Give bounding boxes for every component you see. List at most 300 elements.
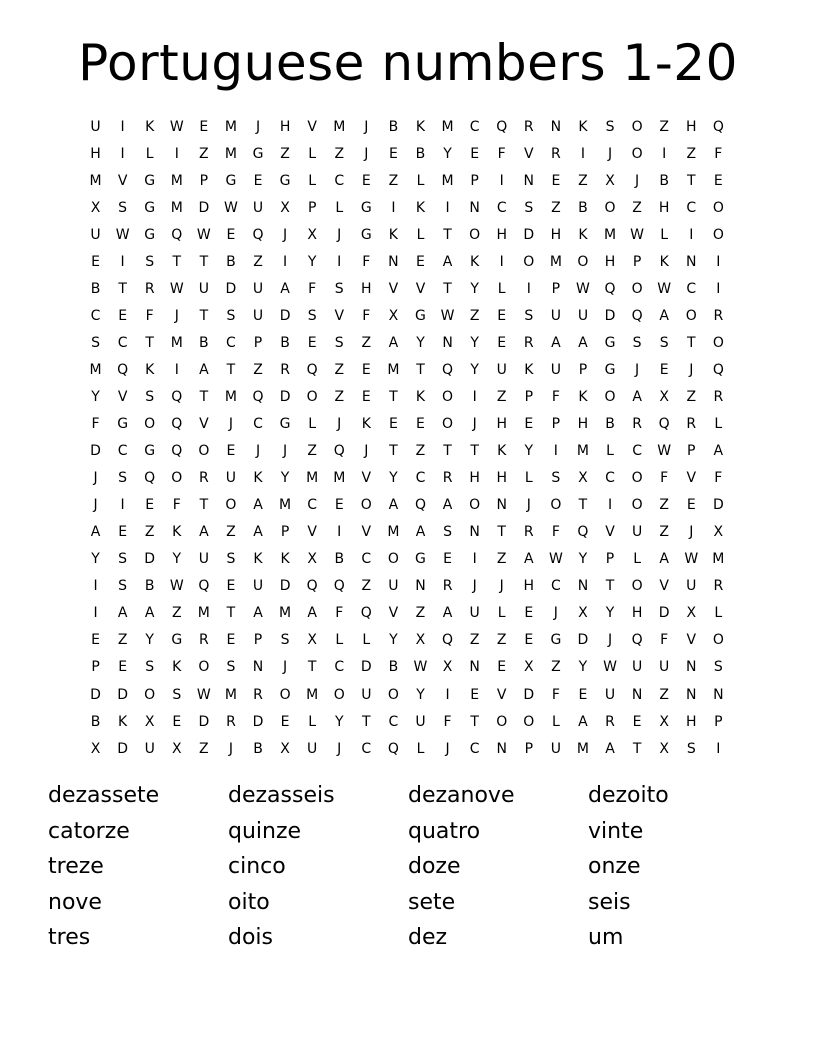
- grid-cell: A: [524, 551, 534, 568]
- grid-cell: N: [469, 199, 480, 216]
- grid-cell: S: [118, 578, 128, 595]
- grid-cell: A: [659, 551, 669, 568]
- grid-cell: C: [686, 199, 697, 216]
- grid-cell: K: [578, 226, 588, 243]
- grid-cell: O: [144, 686, 156, 703]
- grid-cell: D: [658, 605, 670, 622]
- grid-cell: U: [144, 740, 155, 757]
- grid-cell: L: [308, 172, 317, 189]
- grid-cell: O: [225, 497, 237, 514]
- grid-cell: Y: [91, 388, 100, 405]
- grid-cell: S: [226, 659, 236, 676]
- grid-cell: B: [605, 416, 615, 433]
- grid-cell: N: [713, 686, 724, 703]
- grid-cell: P: [605, 551, 615, 568]
- grid-cell: K: [524, 361, 534, 378]
- grid-cell: T: [632, 740, 642, 757]
- grid-cell: Q: [252, 226, 264, 243]
- grid-cell: L: [416, 172, 425, 189]
- grid-cell: E: [91, 632, 100, 649]
- grid-cell: Q: [442, 361, 454, 378]
- grid-cell: E: [361, 172, 371, 189]
- grid-cell: O: [631, 470, 643, 487]
- grid-cell: F: [145, 307, 154, 324]
- grid-cell: P: [253, 632, 263, 649]
- grid-cell: U: [198, 551, 209, 568]
- grid-cell: G: [144, 199, 156, 216]
- grid-row: [82, 600, 732, 627]
- grid-cell: W: [657, 280, 672, 297]
- grid-cell: M: [197, 605, 210, 622]
- grid-cell: T: [199, 497, 209, 514]
- grid-cell: N: [631, 686, 643, 703]
- grid-cell: J: [283, 659, 288, 676]
- grid-row: [82, 248, 732, 275]
- grid-cell: Z: [686, 145, 697, 162]
- grid-cell: U: [550, 361, 561, 378]
- grid-cell: I: [174, 361, 179, 378]
- word-list-item: dezanove: [408, 783, 515, 808]
- grid-cell: K: [172, 524, 182, 541]
- grid-cell: Q: [496, 118, 508, 135]
- grid-cell: E: [388, 145, 398, 162]
- grid-cell: T: [118, 280, 127, 297]
- grid-cell: Y: [307, 253, 317, 270]
- grid-cell: C: [90, 307, 101, 324]
- grid-cell: W: [224, 199, 238, 216]
- grid-row: [82, 356, 732, 383]
- grid-cell: R: [713, 388, 724, 405]
- grid-cell: L: [362, 632, 371, 649]
- grid-cell: L: [497, 280, 506, 297]
- grid-cell: W: [684, 551, 699, 568]
- grid-cell: I: [120, 118, 125, 135]
- grid-cell: C: [686, 280, 697, 297]
- grid-cell: M: [170, 172, 183, 189]
- grid-cell: M: [333, 470, 346, 487]
- grid-cell: R: [523, 524, 534, 541]
- grid-cell: Z: [144, 524, 155, 541]
- grid-cell: N: [252, 659, 264, 676]
- grid-cell: S: [145, 659, 155, 676]
- grid-cell: S: [713, 659, 723, 676]
- grid-cell: T: [389, 443, 398, 460]
- grid-cell: N: [469, 524, 480, 541]
- grid-cell: X: [280, 199, 290, 216]
- grid-cell: K: [659, 253, 669, 270]
- grid-cell: Y: [578, 551, 588, 568]
- grid-cell: O: [712, 334, 724, 351]
- grid-cell: Z: [253, 361, 263, 378]
- grid-cell: O: [604, 388, 616, 405]
- grid-cell: U: [252, 578, 264, 595]
- grid-cell: G: [171, 632, 183, 649]
- grid-cell: C: [361, 551, 372, 568]
- grid-row: [82, 221, 732, 248]
- word-list-item: tres: [48, 925, 91, 951]
- grid-cell: E: [524, 416, 534, 433]
- word-list-item: dezassete: [48, 783, 160, 808]
- grid-cell: E: [118, 659, 128, 676]
- grid-cell: T: [199, 388, 209, 405]
- grid-cell: D: [577, 632, 589, 649]
- grid-cell: R: [523, 334, 534, 351]
- grid-cell: J: [283, 226, 288, 243]
- grid-cell: T: [686, 172, 696, 189]
- grid-cell: B: [199, 334, 209, 351]
- grid-cell: Z: [551, 199, 561, 216]
- grid-cell: J: [228, 740, 233, 757]
- grid-cell: X: [307, 226, 317, 243]
- grid-cell: T: [362, 713, 371, 730]
- grid-cell: B: [334, 551, 345, 568]
- grid-cell: L: [335, 199, 344, 216]
- grid-cell: J: [499, 578, 504, 595]
- grid-cell: I: [580, 145, 586, 162]
- grid-cell: K: [578, 388, 588, 405]
- grid-cell: E: [172, 713, 182, 730]
- grid-cell: A: [442, 605, 453, 622]
- word-list-item: um: [588, 925, 624, 951]
- grid-cell: D: [279, 578, 291, 595]
- grid-cell: Q: [171, 226, 183, 243]
- grid-cell: V: [388, 605, 399, 622]
- grid-cell: B: [388, 118, 399, 135]
- grid-cell: X: [90, 740, 101, 757]
- grid-cell: M: [224, 145, 237, 162]
- grid-cell: M: [170, 199, 183, 216]
- grid-cell: K: [361, 416, 371, 433]
- word-list-item: vinte: [588, 818, 644, 844]
- grid-cell: A: [144, 605, 155, 622]
- grid-cell: B: [144, 578, 155, 595]
- grid-cell: M: [279, 497, 292, 514]
- grid-cell: A: [551, 334, 561, 351]
- grid-cell: I: [499, 253, 504, 270]
- grid-cell: W: [196, 686, 211, 703]
- grid-cell: I: [662, 145, 667, 162]
- grid-cell: Q: [658, 416, 670, 433]
- grid-cell: A: [199, 361, 209, 378]
- grid-cell: C: [605, 470, 615, 487]
- grid-cell: W: [576, 280, 590, 297]
- grid-cell: Z: [415, 443, 426, 460]
- grid-cell: S: [686, 740, 696, 757]
- grid-cell: P: [524, 740, 534, 757]
- grid-cell: O: [496, 713, 508, 730]
- grid-cell: S: [280, 632, 290, 649]
- grid-cell: Y: [389, 632, 398, 649]
- grid-cell: Q: [631, 632, 643, 649]
- grid-cell: O: [144, 416, 156, 433]
- grid-cell: H: [685, 118, 697, 135]
- grid-cell: B: [659, 172, 669, 189]
- grid-cell: Z: [199, 740, 209, 757]
- grid-cell: C: [388, 713, 399, 730]
- grid-cell: J: [255, 118, 261, 135]
- grid-cell: J: [337, 416, 342, 433]
- grid-cell: J: [526, 497, 531, 514]
- grid-cell: T: [226, 605, 236, 622]
- word-list-item: oito: [228, 889, 270, 915]
- grid-cell: F: [551, 686, 560, 703]
- grid-cell: A: [442, 497, 453, 514]
- grid-cell: O: [442, 416, 454, 433]
- grid-cell: Q: [577, 524, 589, 541]
- grid-cell: W: [630, 226, 645, 243]
- grid-cell: A: [117, 605, 128, 622]
- grid-cell: C: [334, 172, 345, 189]
- grid-cell: E: [226, 226, 236, 243]
- grid-cell: S: [632, 334, 642, 351]
- grid-cell: Z: [253, 253, 263, 270]
- grid-cell: J: [364, 145, 369, 162]
- grid-cell: Q: [306, 361, 318, 378]
- grid-cell: J: [689, 361, 694, 378]
- grid-cell: Q: [442, 632, 454, 649]
- grid-cell: M: [89, 361, 102, 378]
- grid-cell: X: [713, 524, 724, 541]
- word-list-item: seis: [588, 889, 631, 915]
- grid-cell: Z: [388, 172, 399, 189]
- grid-cell: M: [279, 605, 292, 622]
- grid-cell: E: [145, 497, 155, 514]
- grid-cell: T: [605, 578, 615, 595]
- grid-cell: U: [550, 740, 561, 757]
- grid-cell: L: [416, 226, 425, 243]
- grid-cell: R: [144, 280, 155, 297]
- grid-cell: H: [496, 470, 507, 487]
- grid-cell: X: [307, 551, 317, 568]
- grid-cell: X: [442, 659, 453, 676]
- grid-row: [82, 438, 732, 465]
- grid-cell: M: [576, 740, 589, 757]
- grid-cell: R: [280, 361, 290, 378]
- grid-cell: X: [90, 199, 101, 216]
- grid-cell: Y: [91, 551, 100, 568]
- grid-cell: U: [90, 118, 101, 135]
- grid-row: [82, 681, 732, 708]
- grid-cell: Z: [659, 524, 669, 541]
- grid-cell: O: [523, 713, 535, 730]
- grid-cell: E: [713, 172, 723, 189]
- grid-cell: U: [550, 307, 561, 324]
- grid-cell: Y: [389, 470, 398, 487]
- grid-cell: D: [144, 551, 156, 568]
- grid-cell: E: [632, 713, 642, 730]
- grid-cell: P: [253, 334, 263, 351]
- grid-cell: M: [306, 686, 319, 703]
- grid-cell: Y: [416, 686, 425, 703]
- grid-cell: Q: [387, 740, 399, 757]
- grid-cell: O: [631, 280, 643, 297]
- grid-cell: Y: [416, 334, 425, 351]
- grid-cell: O: [712, 199, 724, 216]
- grid-cell: G: [117, 416, 129, 433]
- grid-cell: Q: [360, 605, 372, 622]
- grid-cell: H: [361, 280, 372, 297]
- grid-cell: X: [578, 470, 588, 487]
- grid-cell: I: [716, 740, 721, 757]
- grid-cell: I: [716, 253, 721, 270]
- grid-cell: S: [334, 280, 344, 297]
- grid-cell: E: [497, 307, 507, 324]
- grid-cell: S: [172, 686, 182, 703]
- grid-cell: P: [687, 443, 696, 460]
- grid-cell: A: [605, 740, 615, 757]
- grid-cell: Z: [280, 145, 290, 162]
- grid-cell: J: [607, 632, 613, 649]
- grid-cell: K: [280, 551, 290, 568]
- page-title: Portuguese numbers 1-20: [78, 34, 738, 92]
- grid-row: [82, 167, 732, 194]
- grid-cell: A: [415, 524, 426, 541]
- grid-cell: Q: [117, 361, 129, 378]
- grid-cell: E: [388, 416, 398, 433]
- grid-cell: T: [443, 443, 452, 460]
- grid-cell: K: [172, 659, 182, 676]
- grid-row: [82, 654, 732, 681]
- grid-cell: L: [308, 416, 317, 433]
- grid-cell: R: [523, 118, 534, 135]
- grid-cell: T: [497, 524, 506, 541]
- grid-row: [82, 411, 732, 438]
- grid-cell: F: [362, 253, 371, 270]
- grid-cell: P: [551, 416, 561, 433]
- grid-cell: Y: [470, 361, 479, 378]
- grid-cell: G: [604, 334, 616, 351]
- grid-cell: D: [252, 713, 264, 730]
- word-list-item: catorze: [48, 818, 130, 844]
- grid-cell: P: [551, 280, 561, 297]
- word-list-item: dezoito: [588, 783, 669, 808]
- grid-cell: O: [360, 497, 372, 514]
- grid-cell: W: [657, 443, 672, 460]
- grid-cell: K: [253, 470, 263, 487]
- word-list: [48, 780, 768, 958]
- grid-cell: Z: [551, 659, 561, 676]
- grid-cell: E: [551, 172, 561, 189]
- grid-cell: S: [145, 388, 155, 405]
- grid-cell: E: [361, 361, 371, 378]
- grid-cell: V: [524, 145, 534, 162]
- grid-cell: I: [445, 686, 450, 703]
- grid-cell: X: [171, 740, 182, 757]
- grid-cell: D: [523, 226, 535, 243]
- grid-cell: B: [253, 740, 263, 757]
- grid-cell: Q: [604, 280, 616, 297]
- grid-cell: V: [415, 280, 426, 297]
- grid-cell: E: [226, 578, 236, 595]
- grid-cell: Z: [659, 686, 669, 703]
- grid-cell: P: [199, 172, 209, 189]
- grid-cell: Q: [171, 443, 183, 460]
- grid-cell: G: [415, 551, 426, 568]
- grid-cell: G: [144, 226, 156, 243]
- grid-cell: O: [198, 659, 210, 676]
- grid-cell: C: [117, 334, 128, 351]
- grid-cell: T: [443, 226, 452, 243]
- grid-cell: J: [337, 226, 342, 243]
- grid-row: [82, 140, 732, 167]
- grid-cell: L: [497, 605, 506, 622]
- grid-cell: E: [199, 118, 209, 135]
- grid-cell: E: [361, 388, 371, 405]
- grid-cell: L: [335, 632, 344, 649]
- grid-cell: I: [472, 551, 477, 568]
- grid-cell: N: [577, 578, 589, 595]
- grid-cell: I: [120, 497, 125, 514]
- grid-cell: O: [387, 686, 399, 703]
- word-list-item: sete: [408, 889, 456, 915]
- grid-cell: C: [307, 497, 318, 514]
- grid-cell: U: [496, 361, 507, 378]
- grid-cell: J: [689, 524, 694, 541]
- grid-cell: U: [469, 605, 480, 622]
- grid-cell: W: [413, 659, 428, 676]
- grid-cell: G: [360, 199, 372, 216]
- grid-cell: Z: [334, 145, 345, 162]
- grid-cell: E: [307, 334, 317, 351]
- grid-cell: B: [388, 659, 399, 676]
- grid-cell: Z: [496, 388, 507, 405]
- grid-cell: K: [470, 253, 480, 270]
- word-list-item: dois: [228, 925, 273, 951]
- grid-cell: G: [252, 145, 264, 162]
- grid-cell: O: [333, 686, 345, 703]
- grid-cell: A: [632, 388, 642, 405]
- grid-row: [82, 275, 732, 302]
- grid-cell: U: [225, 470, 237, 487]
- word-list-item: nove: [48, 889, 102, 915]
- grid-cell: Y: [470, 280, 479, 297]
- grid-cell: H: [577, 416, 589, 433]
- grid-cell: I: [283, 253, 288, 270]
- grid-cell: I: [607, 497, 613, 514]
- grid-cell: O: [577, 253, 589, 270]
- grid-cell: K: [145, 118, 155, 135]
- grid-cell: B: [280, 334, 290, 351]
- grid-cell: S: [443, 524, 452, 541]
- word-list-item: quinze: [228, 818, 302, 844]
- grid-cell: M: [441, 118, 454, 135]
- grid-cell: H: [496, 226, 507, 243]
- grid-cell: Q: [333, 443, 345, 460]
- grid-cell: X: [307, 632, 317, 649]
- grid-cell: I: [120, 253, 125, 270]
- grid-cell: I: [337, 524, 342, 541]
- grid-cell: V: [307, 524, 317, 541]
- grid-cell: Q: [333, 578, 345, 595]
- grid-cell: F: [308, 280, 317, 297]
- grid-cell: S: [91, 334, 100, 351]
- grid-cell: O: [685, 307, 697, 324]
- grid-cell: P: [524, 388, 534, 405]
- grid-cell: C: [117, 443, 128, 460]
- grid-cell: P: [578, 361, 588, 378]
- grid-cell: K: [145, 361, 155, 378]
- grid-cell: A: [578, 713, 588, 730]
- grid-cell: X: [659, 740, 669, 757]
- grid-cell: G: [279, 416, 291, 433]
- grid-cell: V: [117, 388, 128, 405]
- grid-cell: I: [391, 199, 396, 216]
- grid-cell: X: [523, 659, 534, 676]
- grid-cell: Z: [469, 632, 480, 649]
- grid-cell: I: [174, 145, 179, 162]
- grid-cell: H: [604, 253, 616, 270]
- grid-row: [82, 329, 732, 356]
